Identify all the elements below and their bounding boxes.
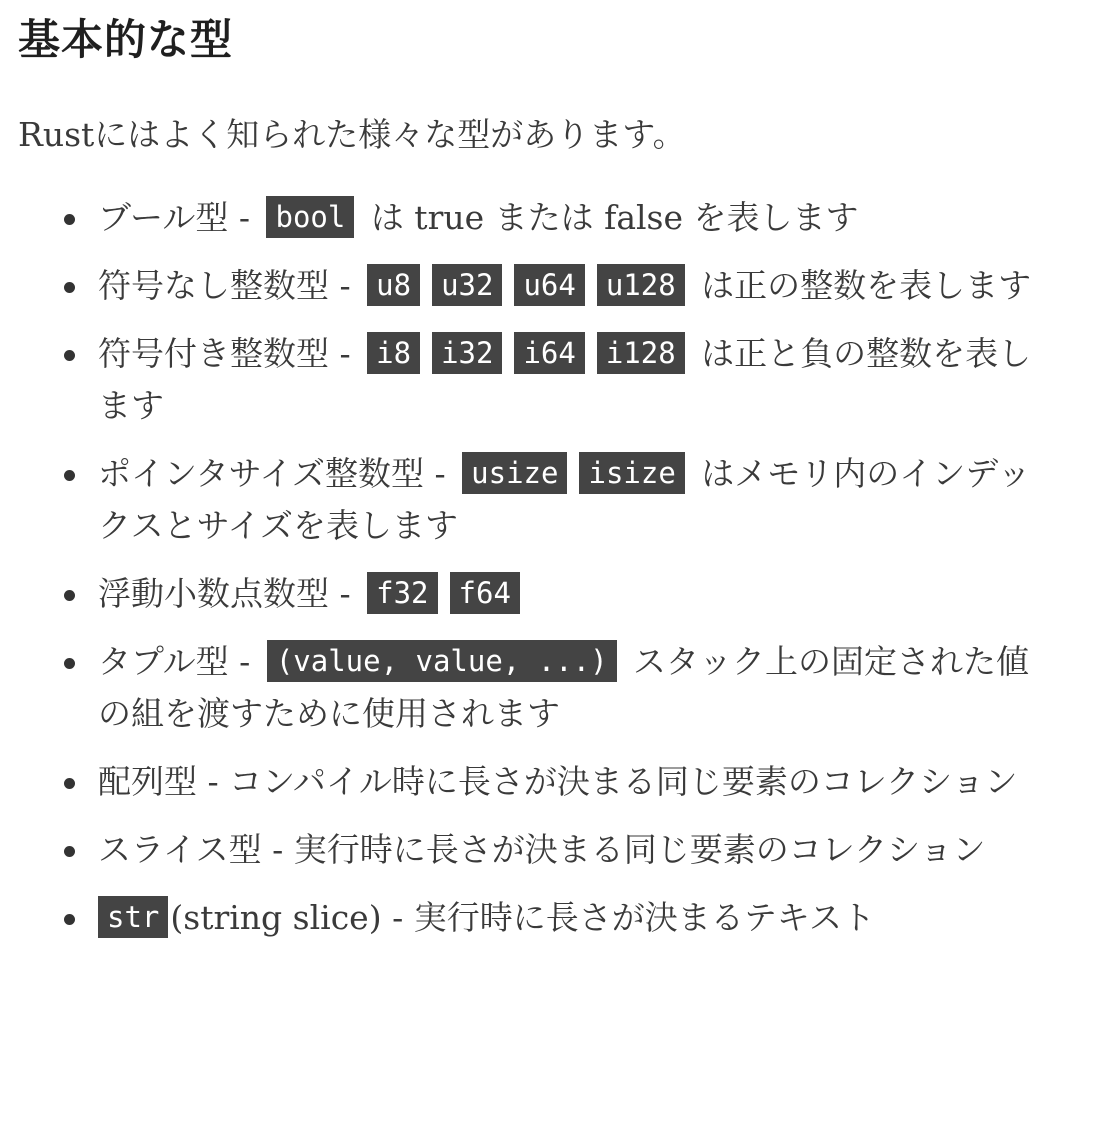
code-bool: bool (266, 196, 354, 238)
code-u128: u128 (597, 264, 685, 306)
code-isize: isize (579, 452, 684, 494)
item-label: 浮動小数点数型 - (98, 574, 362, 613)
list-item-float (98, 568, 1048, 620)
code-f32: f32 (367, 572, 437, 614)
page-title: 基本的な型 (18, 15, 234, 64)
list-item-pointer-size (98, 448, 1048, 552)
list-item-slice (98, 824, 1048, 876)
bullet (64, 778, 75, 789)
item-label: ポインタサイズ整数型 - (98, 454, 457, 493)
list-item-str (98, 892, 1048, 944)
bullet (64, 590, 75, 601)
intro-paragraph: Rustにはよく知られた様々な型があります。 (18, 115, 686, 154)
code-i128: i128 (597, 332, 685, 374)
list-item-unsigned (98, 260, 1048, 312)
item-description: は正の整数を表します (690, 266, 1032, 305)
type-list (18, 192, 1064, 944)
bullet (64, 282, 75, 293)
bullet (64, 350, 75, 361)
item-label: タプル型 - (98, 642, 261, 681)
item-label: 符号なし整数型 - (98, 266, 362, 305)
code-i8: i8 (367, 332, 420, 374)
code-u64: u64 (514, 264, 584, 306)
bullet (64, 846, 75, 857)
item-label: スライス型 - 実行時に長さが決まる同じ要素のコレクション (98, 830, 986, 869)
code-u32: u32 (432, 264, 502, 306)
code-tuple: (value, value, ...) (267, 640, 617, 682)
code-u8: u8 (367, 264, 420, 306)
code-i32: i32 (432, 332, 502, 374)
item-description: (string slice) - 実行時に長さが決まるテキスト (170, 898, 876, 937)
bullet (64, 214, 75, 225)
list-item-signed (98, 328, 1048, 432)
item-description: は正と負の整数を表します (98, 334, 1032, 425)
list-item-array (98, 756, 1048, 808)
code-i64: i64 (514, 332, 584, 374)
bullet (64, 658, 75, 669)
item-label: 配列型 - コンパイル時に長さが決まる同じ要素のコレクション (98, 762, 1018, 801)
code-f64: f64 (450, 572, 520, 614)
item-label: ブール型 - (98, 198, 261, 237)
item-description: はメモリ内のインデックスとサイズを表します (98, 454, 1031, 545)
list-item-tuple (98, 636, 1048, 740)
item-description: は true または false を表します (360, 198, 859, 237)
item-description: スタック上の固定された値の組を渡すために使用されます (98, 642, 1030, 733)
item-label: 符号付き整数型 - (98, 334, 362, 373)
list-item-bool (98, 192, 1048, 244)
code-str: str (98, 896, 168, 938)
bullet (64, 470, 75, 481)
bullet (64, 914, 75, 925)
code-usize: usize (462, 452, 567, 494)
